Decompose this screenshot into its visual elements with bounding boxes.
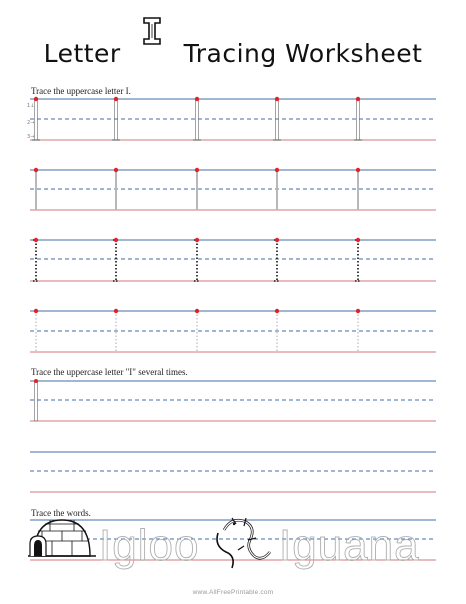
instruction-3: Trace the words. bbox=[31, 508, 91, 518]
start-dot-r4-2 bbox=[195, 309, 199, 313]
trace-letter-r1-0 bbox=[35, 99, 38, 140]
igloo-icon bbox=[28, 520, 96, 556]
start-dot-r4-1 bbox=[114, 309, 118, 313]
trace-word-2: Iguana bbox=[279, 521, 420, 570]
trace-letter-r1-4 bbox=[357, 99, 360, 140]
trace-letter-r1-2 bbox=[196, 99, 199, 140]
trace-letter-s2 bbox=[35, 381, 38, 421]
start-dot-s2 bbox=[34, 379, 38, 383]
trace-letter-r2-3 bbox=[276, 170, 278, 210]
start-dot-r3-4 bbox=[356, 238, 360, 242]
trace-letter-r2-0 bbox=[35, 170, 37, 210]
start-dot-r2-4 bbox=[356, 168, 360, 172]
start-dot-r3-1 bbox=[114, 238, 118, 242]
start-dot-r1-1 bbox=[114, 97, 118, 101]
trace-letter-r1-3 bbox=[276, 99, 279, 140]
trace-letter-r1-1 bbox=[115, 99, 118, 140]
trace-word-1: Igloo bbox=[99, 521, 200, 570]
start-dot-r2-0 bbox=[34, 168, 38, 172]
footer-url: www.AllFreePrintable.com bbox=[192, 589, 274, 596]
instruction-1: Trace the uppercase letter I. bbox=[31, 86, 131, 96]
start-dot-r2-2 bbox=[195, 168, 199, 172]
trace-letter-r2-2 bbox=[196, 170, 198, 210]
instruction-2: Trace the uppercase letter "I" several times. bbox=[31, 367, 188, 377]
title-word-letter: Letter bbox=[43, 39, 121, 68]
start-dot-r1-2 bbox=[195, 97, 199, 101]
start-dot-r3-2 bbox=[195, 238, 199, 242]
start-dot-r1-4 bbox=[356, 97, 360, 101]
start-dot-r1-3 bbox=[275, 97, 279, 101]
stroke-hint-3: 3→ bbox=[27, 134, 35, 140]
start-dot-r2-3 bbox=[275, 168, 279, 172]
iguana-icon bbox=[217, 518, 270, 568]
stroke-hint-1: 1↓ bbox=[27, 103, 35, 109]
trace-letter-r2-4 bbox=[357, 170, 359, 210]
start-dot-r4-0 bbox=[34, 309, 38, 313]
start-dot-r3-3 bbox=[275, 238, 279, 242]
trace-letter-r2-1 bbox=[115, 170, 117, 210]
start-dot-r4-4 bbox=[356, 309, 360, 313]
start-dot-r2-1 bbox=[114, 168, 118, 172]
start-dot-r3-0 bbox=[34, 238, 38, 242]
stroke-hint-2: 2→ bbox=[27, 120, 35, 126]
title-word-rest: Tracing Worksheet bbox=[183, 39, 423, 68]
start-dot-r1-0 bbox=[34, 97, 38, 101]
start-dot-r4-3 bbox=[275, 309, 279, 313]
